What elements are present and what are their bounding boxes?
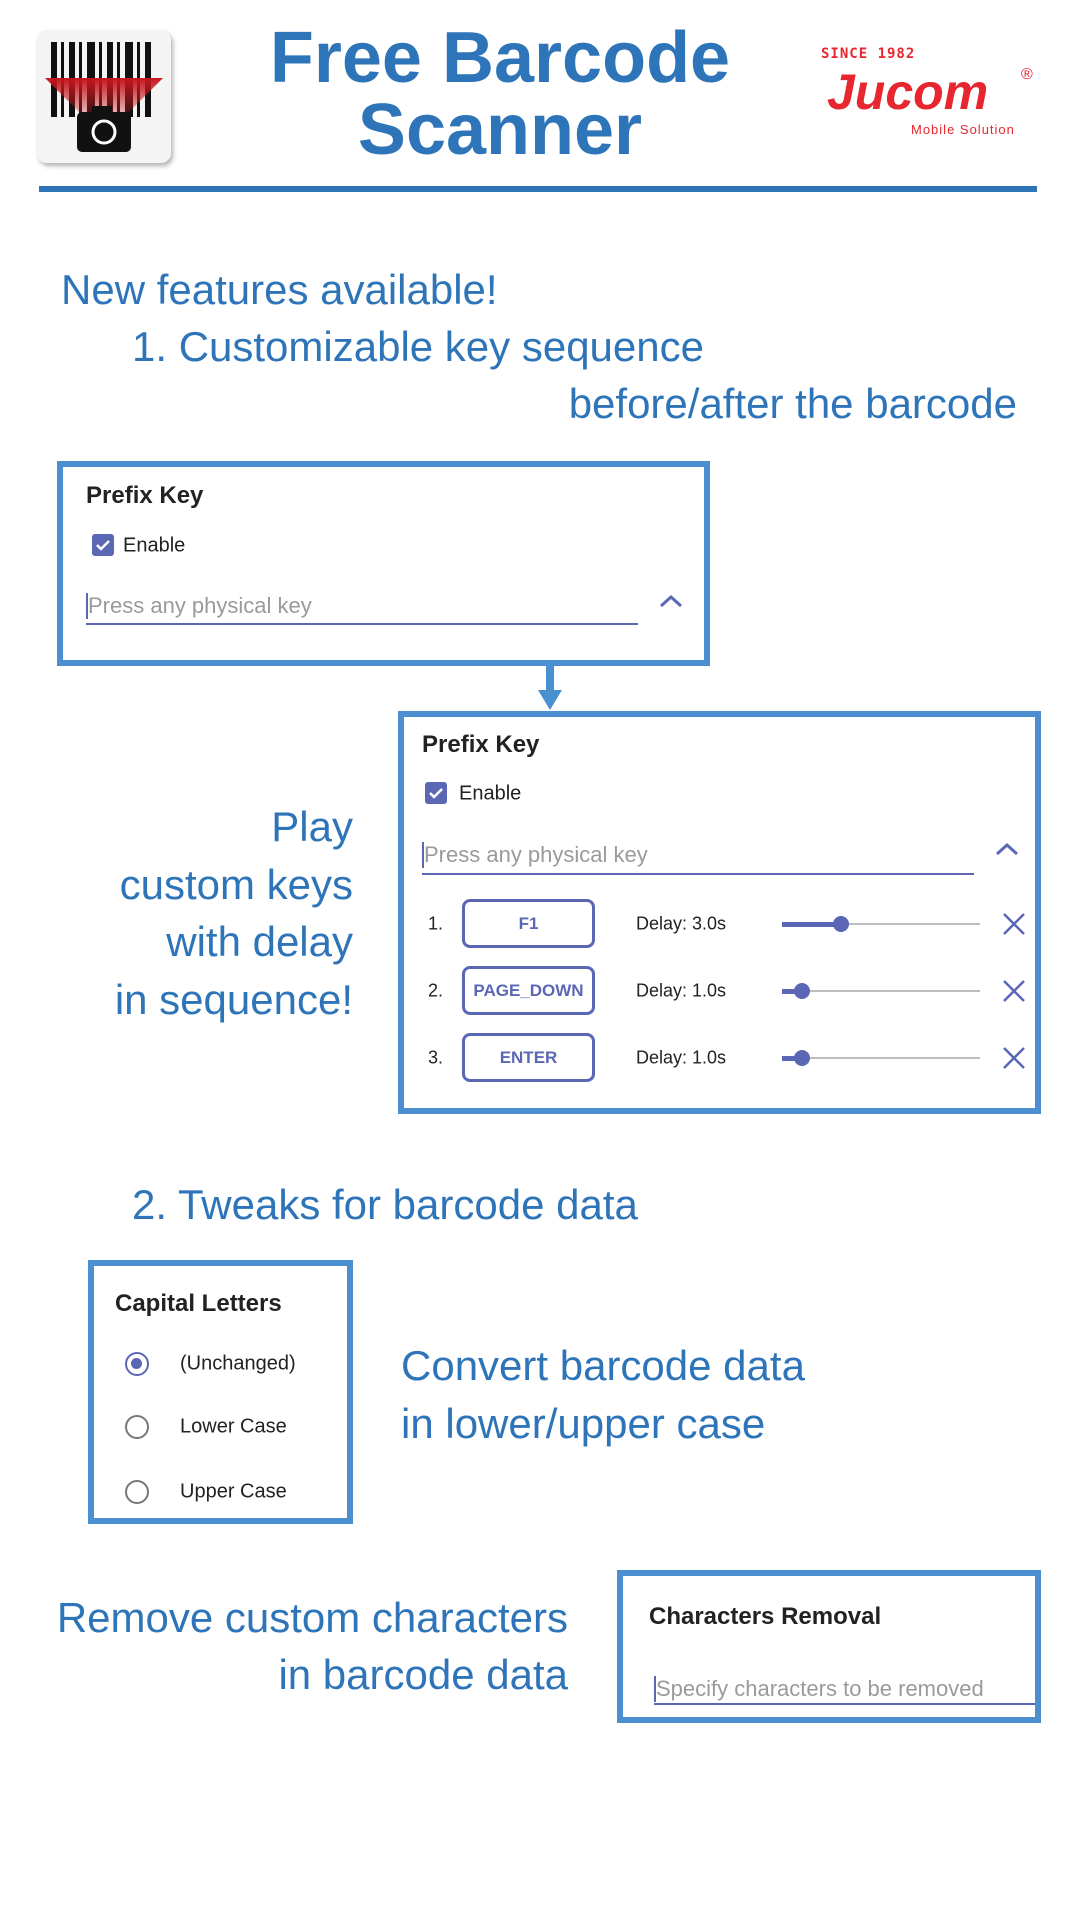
delay-slider-track[interactable] xyxy=(782,990,980,992)
registered-mark: ® xyxy=(1021,66,1033,83)
brand-tagline: Mobile Solution xyxy=(911,122,1015,137)
characters-removal-title: Characters Removal xyxy=(649,1603,882,1630)
intro-line-3: before/after the barcode xyxy=(568,380,1017,427)
app-title xyxy=(220,18,780,170)
prefix-key-panel-expanded xyxy=(398,711,1041,1114)
remove-key-icon[interactable] xyxy=(1001,911,1027,942)
remove-key-icon[interactable] xyxy=(1001,978,1027,1009)
enable-label: Enable xyxy=(459,782,522,805)
radio-unchanged[interactable] xyxy=(125,1352,149,1376)
characters-input-underline xyxy=(654,1703,1035,1705)
intro-line-2: 1. Customizable key sequence xyxy=(132,323,704,370)
delay-slider-thumb[interactable] xyxy=(794,1050,810,1066)
convert-line-2: in lower/upper case xyxy=(401,1400,766,1447)
capital-letters-title: Capital Letters xyxy=(115,1290,282,1317)
play-line-3: with delay xyxy=(166,918,353,965)
delay-label: Delay: 3.0s xyxy=(636,913,727,934)
key-index: 1. xyxy=(428,913,444,934)
prefix-key-title: Prefix Key xyxy=(422,731,540,758)
chevron-up-icon[interactable] xyxy=(994,839,1020,864)
prefix-key-panel-collapsed xyxy=(57,461,710,666)
key-input-underline xyxy=(86,623,638,625)
prefix-key-title: Prefix Key xyxy=(86,482,204,509)
remove-line-1: Remove custom characters xyxy=(56,1594,568,1641)
convert-line-1: Convert barcode data xyxy=(401,1342,805,1389)
key-index: 3. xyxy=(428,1047,444,1068)
key-index: 2. xyxy=(428,980,444,1001)
key-input[interactable]: Press any physical key xyxy=(424,842,648,867)
play-line-2: custom keys xyxy=(119,861,353,908)
brand-name: Jucom xyxy=(827,64,989,120)
option-upper-case-label: Upper Case xyxy=(180,1480,287,1503)
key-input[interactable]: Press any physical key xyxy=(88,593,312,618)
radio-lower-case[interactable] xyxy=(125,1415,149,1439)
remove-key-icon[interactable] xyxy=(1001,1045,1027,1076)
play-line-4: in sequence! xyxy=(114,976,353,1023)
capital-letters-panel xyxy=(88,1260,353,1524)
tweaks-heading: 2. Tweaks for barcode data xyxy=(132,1181,638,1228)
remove-line-2: in barcode data xyxy=(278,1651,568,1698)
delay-label: Delay: 1.0s xyxy=(636,980,727,1001)
delay-slider-track[interactable] xyxy=(782,1057,980,1059)
delay-slider-thumb[interactable] xyxy=(833,916,849,932)
intro-line-1: New features available! xyxy=(61,266,498,313)
brand-logo xyxy=(821,46,1061,142)
option-unchanged-label: (Unchanged) xyxy=(180,1352,296,1375)
app-icon xyxy=(37,30,171,163)
key-button[interactable]: ENTER xyxy=(462,1033,595,1082)
key-button[interactable]: F1 xyxy=(462,899,595,948)
arrow-down-icon xyxy=(538,666,562,710)
enable-label: Enable xyxy=(123,534,186,557)
header-divider xyxy=(39,186,1037,192)
title-line-1: Free Barcode xyxy=(269,18,731,98)
option-lower-case-label: Lower Case xyxy=(180,1415,287,1438)
enable-checkbox[interactable] xyxy=(92,534,114,556)
key-input-underline xyxy=(422,873,974,875)
delay-slider-thumb[interactable] xyxy=(794,983,810,999)
barcode-camera-icon xyxy=(37,30,171,163)
characters-input[interactable]: Specify characters to be removed xyxy=(656,1676,984,1701)
chevron-up-icon[interactable] xyxy=(658,591,684,616)
characters-removal-panel xyxy=(617,1570,1041,1723)
key-button[interactable]: PAGE_DOWN xyxy=(462,966,595,1015)
play-line-1: Play xyxy=(271,803,353,850)
enable-checkbox[interactable] xyxy=(425,782,447,804)
title-line-2: Scanner xyxy=(357,90,643,170)
delay-label: Delay: 1.0s xyxy=(636,1047,727,1068)
radio-upper-case[interactable] xyxy=(125,1480,149,1504)
brand-since: SINCE 1982 xyxy=(821,46,916,62)
